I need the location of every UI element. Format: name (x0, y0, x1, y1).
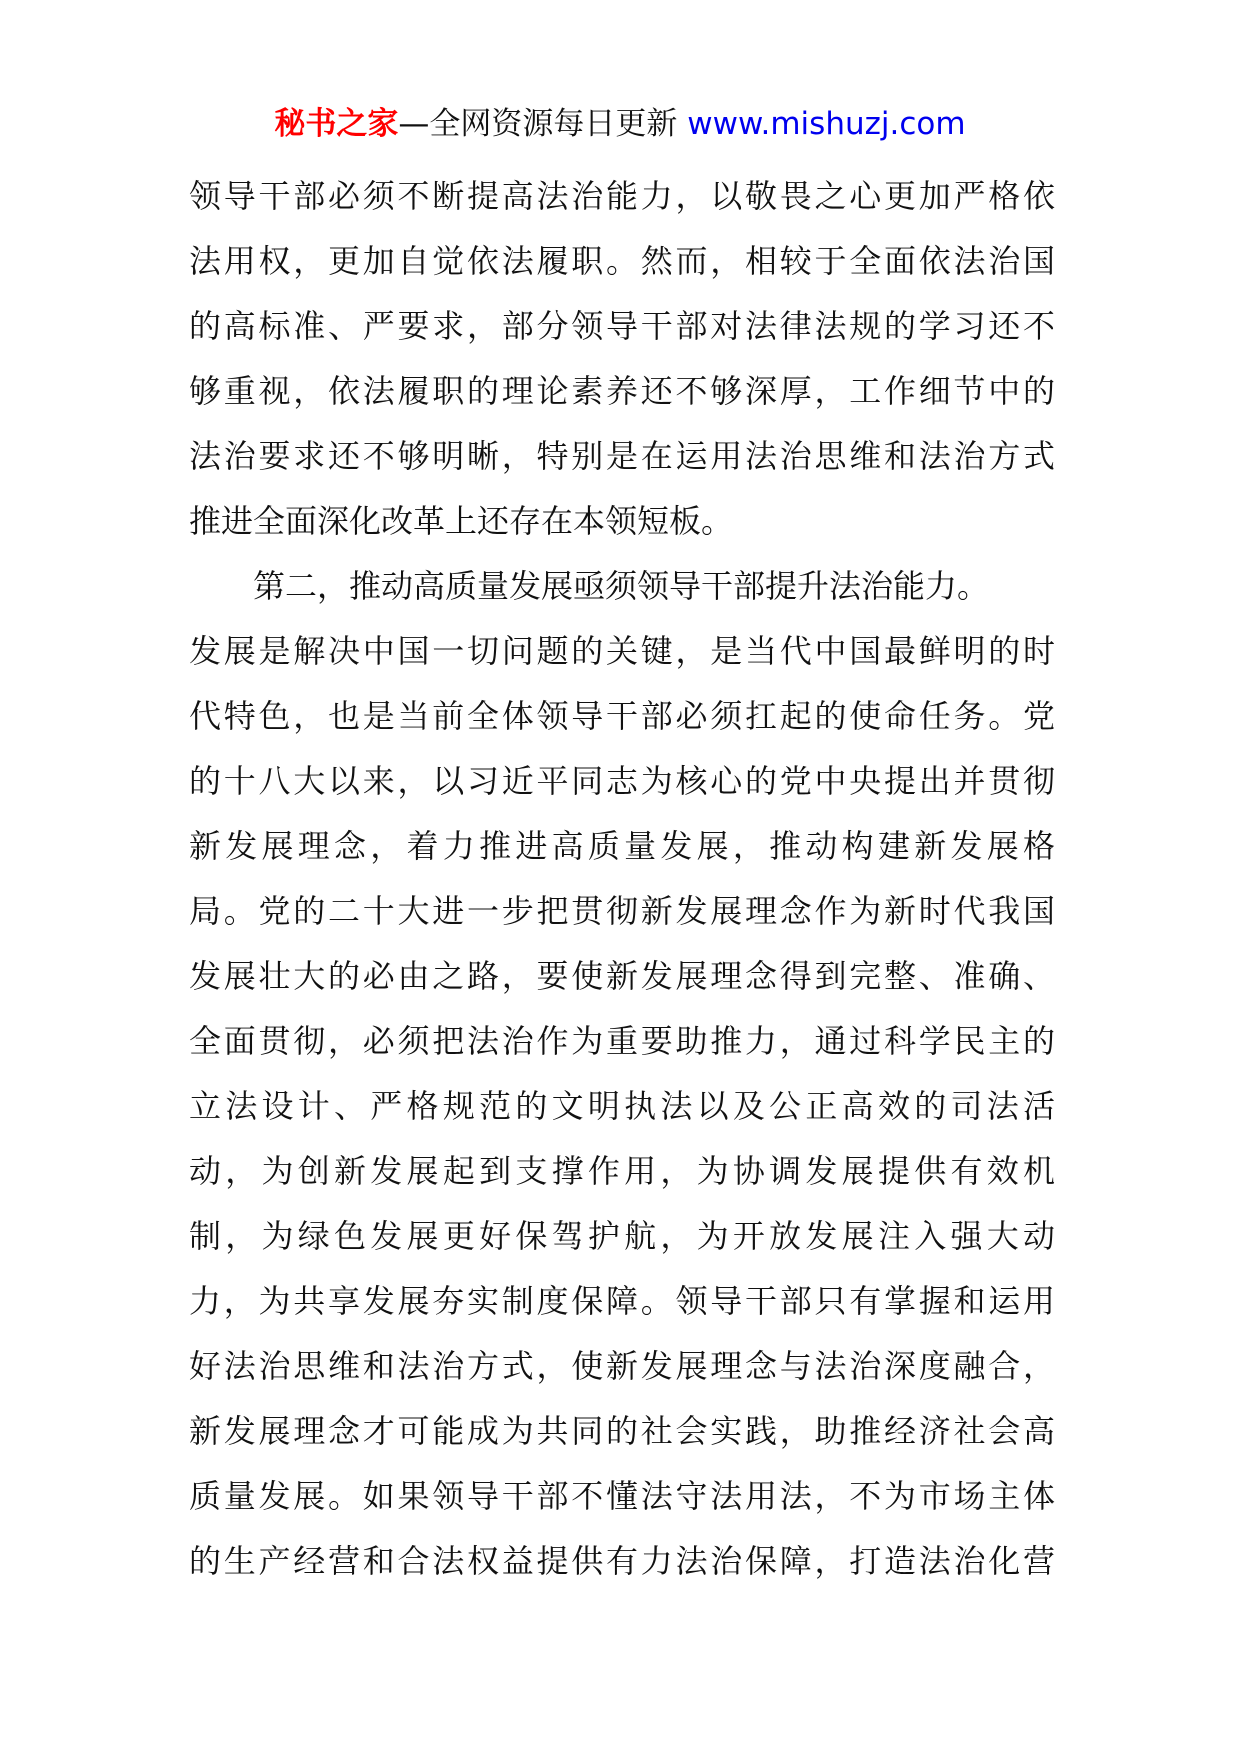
text-line: 发展是解决中国一切问题的关键，是当代中国最鲜明的时 (189, 632, 1055, 670)
text-line: 法用权，更加自觉依法履职。然而，相较于全面依法治国 (189, 242, 1055, 280)
text-line: 第二，推动高质量发展亟须领导干部提升法治能力。 (253, 567, 990, 605)
text-line: 质量发展。如果领导干部不懂法守法用法，不为市场主体 (189, 1477, 1055, 1515)
text-line: 新发展理念，着力推进高质量发展，推动构建新发展格 (189, 827, 1055, 865)
text-line: 好法治思维和法治方式，使新发展理念与法治深度融合， (189, 1347, 1055, 1385)
text-line: 的生产经营和合法权益提供有力法治保障，打造法治化营 (189, 1542, 1055, 1580)
text-line: 发展壮大的必由之路，要使新发展理念得到完整、准确、 (189, 957, 1055, 995)
text-line: 够重视，依法履职的理论素养还不够深厚，工作细节中的 (189, 372, 1055, 410)
site-header (0, 104, 1240, 144)
site-slogan: —全网资源每日更新 (398, 106, 688, 142)
text-line: 代特色，也是当前全体领导干部必须扛起的使命任务。党 (189, 697, 1055, 735)
text-line: 局。党的二十大进一步把贯彻新发展理念作为新时代我国 (189, 892, 1055, 930)
site-url-link[interactable]: www.mishuzj.com (687, 106, 966, 142)
text-line: 领导干部必须不断提高法治能力，以敬畏之心更加严格依 (189, 177, 1055, 215)
text-line: 新发展理念才可能成为共同的社会实践，助推经济社会高 (189, 1412, 1055, 1450)
text-line: 力，为共享发展夯实制度保障。领导干部只有掌握和运用 (189, 1282, 1055, 1320)
paragraph-1 (189, 164, 1055, 554)
text-line: 立法设计、严格规范的文明执法以及公正高效的司法活 (189, 1087, 1055, 1125)
text-line: 动，为创新发展起到支撑作用，为协调发展提供有效机 (189, 1152, 1055, 1190)
text-line: 推进全面深化改革上还存在本领短板。 (189, 502, 734, 540)
text-line: 全面贯彻，必须把法治作为重要助推力，通过科学民主的 (189, 1022, 1055, 1060)
text-line: 的十八大以来，以习近平同志为核心的党中央提出并贯彻 (189, 762, 1055, 800)
paragraph-2 (189, 554, 1055, 1594)
document-body (189, 164, 1055, 1594)
text-line: 的高标准、严要求，部分领导干部对法律法规的学习还不 (189, 307, 1055, 345)
site-brand: 秘书之家 (274, 106, 399, 142)
text-line: 法治要求还不够明晰，特别是在运用法治思维和法治方式 (189, 437, 1055, 475)
text-line: 制，为绿色发展更好保驾护航，为开放发展注入强大动 (189, 1217, 1055, 1255)
